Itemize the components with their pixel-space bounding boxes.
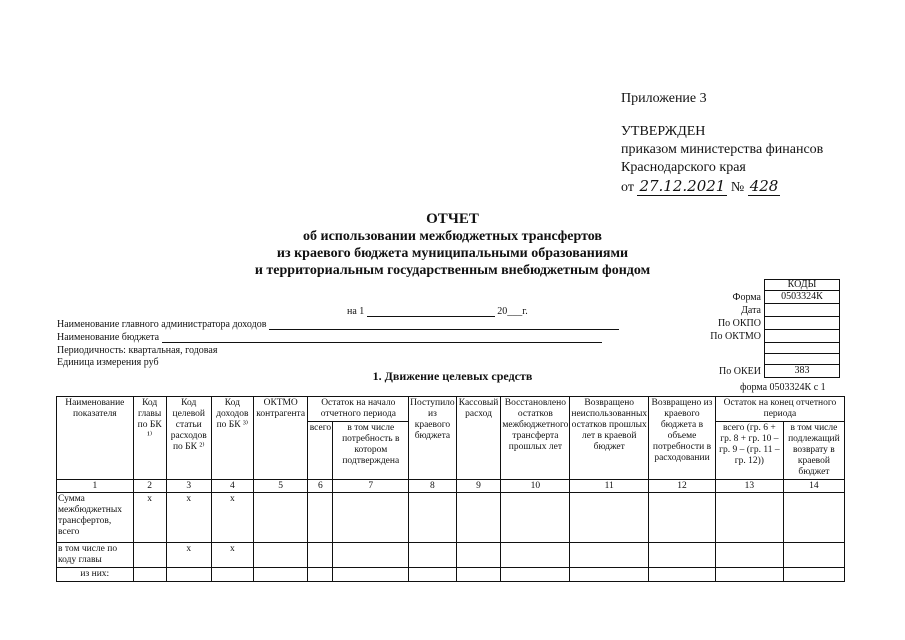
admin-line — [57, 319, 619, 330]
row-cell[interactable] — [409, 543, 457, 568]
row-name: в том числе по коду главы — [57, 543, 134, 568]
row-cell: x — [211, 543, 253, 568]
row-cell[interactable] — [783, 568, 844, 582]
codes-table — [640, 279, 840, 378]
codes-block — [640, 279, 840, 378]
row-cell[interactable] — [333, 568, 409, 582]
col-num: 13 — [715, 480, 783, 493]
budget-label: Наименование бюджета — [57, 332, 160, 343]
col-num: 8 — [409, 480, 457, 493]
col-num: 12 — [649, 480, 716, 493]
row-cell[interactable] — [501, 543, 570, 568]
row-cell[interactable] — [133, 543, 166, 568]
title-line-1: ОТЧЕТ — [426, 211, 479, 227]
row-cell[interactable] — [715, 543, 783, 568]
code-label-blank-1 — [640, 343, 765, 354]
header-ostatok-start: Остаток на начало отчетного периода — [308, 397, 409, 422]
column-numbers-row — [57, 480, 845, 493]
approval-block — [621, 123, 823, 197]
header-start-v-tom-chisle: в том числе потребность в котором подтверждена — [333, 422, 409, 480]
col-num: 14 — [783, 480, 844, 493]
header-kod-rashodov: Код целевой статьи расходов по БК ²⁾ — [166, 397, 211, 480]
table-row — [57, 543, 845, 568]
code-value-date — [765, 304, 840, 317]
row-cell[interactable] — [409, 568, 457, 582]
section-title: 1. Движение целевых средств — [372, 369, 533, 383]
report-year: 20___г. — [497, 306, 528, 317]
row-cell[interactable] — [715, 493, 783, 543]
row-cell[interactable] — [570, 568, 649, 582]
code-value-form: 0503324К — [765, 291, 840, 304]
row-cell: x — [166, 493, 211, 543]
col-num: 5 — [253, 480, 308, 493]
admin-field[interactable] — [269, 320, 619, 330]
code-label-form: Форма — [732, 291, 761, 303]
row-cell[interactable] — [166, 568, 211, 582]
row-cell[interactable] — [253, 543, 308, 568]
row-cell[interactable] — [253, 493, 308, 543]
col-num: 11 — [570, 480, 649, 493]
row-cell[interactable] — [783, 493, 844, 543]
col-num: 2 — [133, 480, 166, 493]
row-cell[interactable] — [715, 568, 783, 582]
periodicity-line: Периодичность: квартальная, годовая — [57, 345, 218, 356]
row-cell[interactable] — [501, 493, 570, 543]
row-cell[interactable] — [333, 543, 409, 568]
form-reference: форма 0503324К с 1 — [740, 382, 826, 393]
budget-line — [57, 332, 602, 343]
row-name: Сумма межбюджетных трансфертов, всего — [57, 493, 134, 543]
code-value-blank-1 — [765, 343, 840, 354]
header-start-vsego: всего — [308, 422, 333, 480]
row-cell[interactable] — [649, 568, 716, 582]
row-cell[interactable] — [570, 543, 649, 568]
order-line: приказом министерства финансов — [621, 142, 824, 157]
col-num: 4 — [211, 480, 253, 493]
row-cell[interactable] — [308, 493, 333, 543]
date-prefix: от — [621, 180, 634, 195]
row-cell[interactable] — [649, 493, 716, 543]
row-cell: x — [211, 493, 253, 543]
order-date-line — [621, 177, 823, 197]
row-cell[interactable] — [456, 543, 501, 568]
code-label-date: Дата — [741, 304, 761, 316]
row-cell[interactable] — [783, 543, 844, 568]
number-sign: № — [730, 180, 745, 195]
row-cell[interactable] — [133, 568, 166, 582]
code-value-okei: 383 — [765, 365, 840, 378]
report-date-prefix: на 1 — [347, 306, 365, 317]
approved-label: УТВЕРЖДЕН — [621, 124, 706, 139]
code-label-blank-2 — [640, 354, 765, 365]
header-ostatok-end: Остаток на конец отчетного периода — [715, 397, 844, 422]
header-postupilo: Поступило из краевого бюджета — [409, 397, 457, 480]
header-name: Наименование показателя — [57, 397, 134, 480]
header-end-vsego: всего (гр. 6 + гр. 8 + гр. 10 – гр. 9 – (гр. 11 – гр. 12)) — [715, 422, 783, 480]
col-num: 3 — [166, 480, 211, 493]
row-cell[interactable] — [308, 543, 333, 568]
report-date-line — [347, 306, 528, 317]
title-line-3: из краевого бюджета муниципальными образованиями — [276, 246, 629, 261]
code-value-okpo — [765, 317, 840, 330]
appendix-label: Приложение 3 — [621, 91, 707, 106]
code-label-okpo: По ОКПО — [717, 317, 761, 329]
header-end-podlezh: в том числе подлежащий возврату в краевой бюджет — [783, 422, 844, 480]
unit-line: Единица измерения руб — [57, 357, 159, 368]
row-cell[interactable] — [409, 493, 457, 543]
header-kod-dohodov: Код доходов по БК ³⁾ — [211, 397, 253, 480]
row-cell: x — [133, 493, 166, 543]
row-name: из них: — [57, 568, 134, 582]
col-num: 1 — [57, 480, 134, 493]
code-label-oktmo: По ОКТМО — [710, 330, 761, 342]
header-vozvrascheno-neisp: Возвращено неиспользованных остатков прошлых лет в краевой бюджет — [570, 397, 649, 480]
code-value-blank-2 — [765, 354, 840, 365]
row-cell[interactable] — [308, 568, 333, 582]
row-cell[interactable] — [456, 493, 501, 543]
row-cell[interactable] — [649, 543, 716, 568]
title-line-2: об использовании межбюджетных трансфертов — [303, 229, 602, 244]
header-oktmo: ОКТМО контрагента — [253, 397, 308, 480]
report-date-blank[interactable] — [367, 307, 495, 317]
code-value-oktmo — [765, 330, 840, 343]
table-header-row-1 — [57, 397, 845, 422]
movement-table — [56, 396, 845, 582]
order-number: 428 — [749, 177, 779, 195]
header-vosstanovleno: Восстановлено остатков межбюджетного трансферта прошлых лет — [501, 397, 570, 480]
col-num: 10 — [501, 480, 570, 493]
col-num: 7 — [333, 480, 409, 493]
row-cell[interactable] — [456, 568, 501, 582]
row-cell: x — [166, 543, 211, 568]
order-date: 27.12.2021 — [639, 177, 726, 195]
budget-field[interactable] — [162, 333, 602, 343]
header-kod-glavy: Код главы по БК ¹⁾ — [133, 397, 166, 480]
title-line-4: и территориальным государственным внебюджетным фондом — [254, 263, 651, 278]
row-cell[interactable] — [501, 568, 570, 582]
admin-label: Наименование главного администратора доходов — [57, 319, 267, 330]
row-cell[interactable] — [211, 568, 253, 582]
table-row — [57, 493, 845, 543]
codes-header: КОДЫ — [765, 280, 840, 291]
header-kassoviy: Кассовый расход — [456, 397, 501, 480]
header-vozvrascheno-kraev: Возвращено из краевого бюджета в объеме потребности в расходовании — [649, 397, 716, 480]
region-line: Краснодарского края — [621, 160, 746, 175]
row-cell[interactable] — [570, 493, 649, 543]
code-label-okei: По ОКЕИ — [719, 365, 761, 377]
row-cell[interactable] — [253, 568, 308, 582]
report-title — [0, 211, 905, 279]
col-num: 6 — [308, 480, 333, 493]
row-cell[interactable] — [333, 493, 409, 543]
table-row — [57, 568, 845, 582]
col-num: 9 — [456, 480, 501, 493]
